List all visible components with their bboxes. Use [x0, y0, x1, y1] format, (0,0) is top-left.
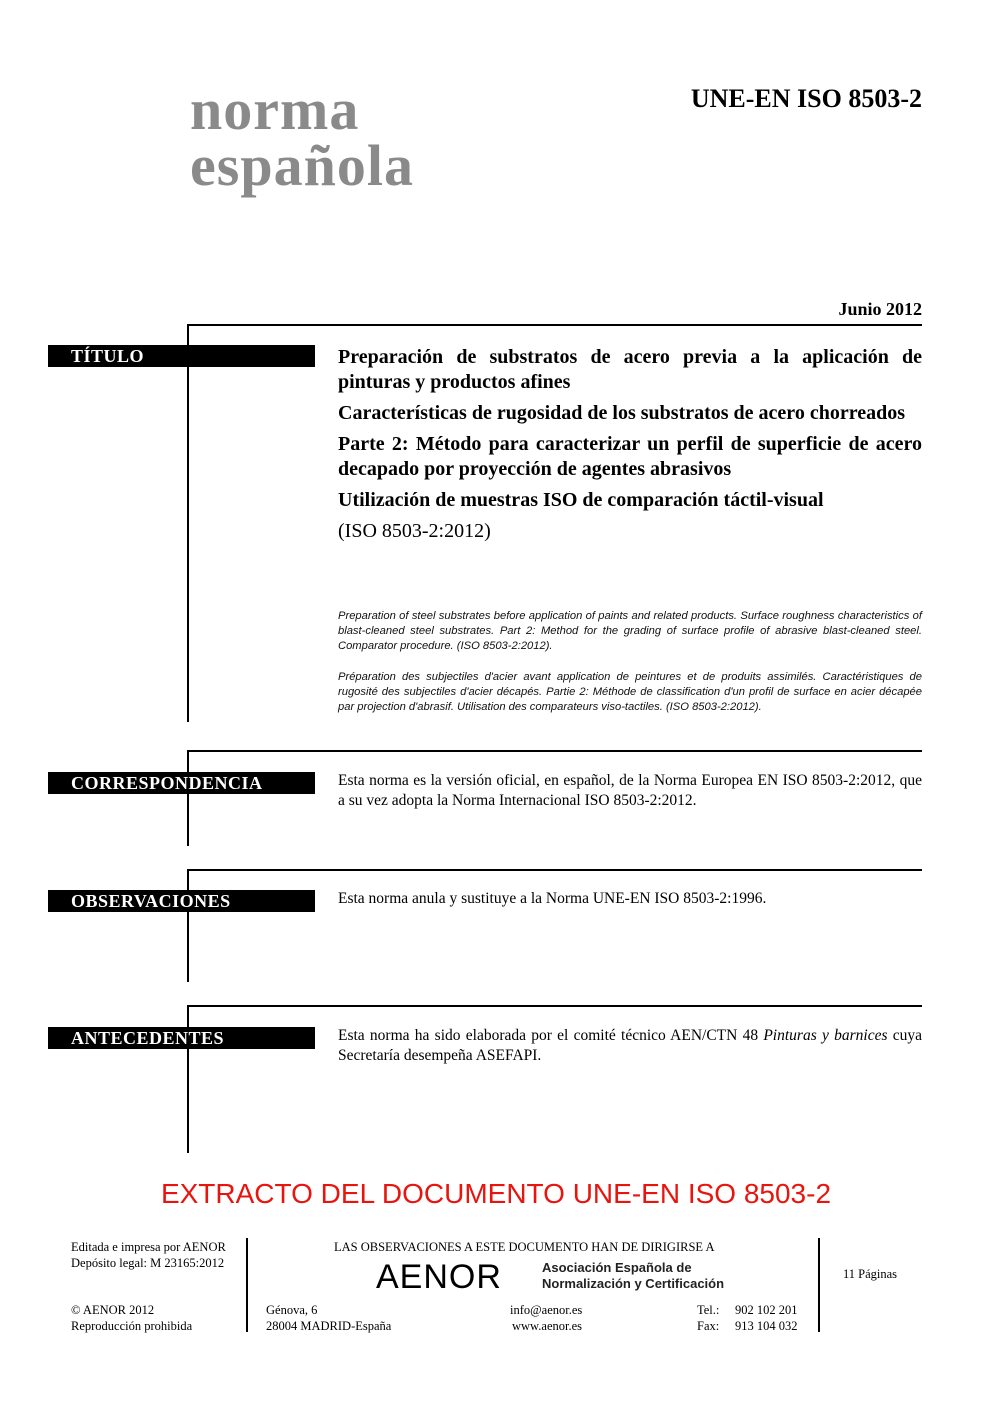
title-iso-ref: (ISO 8503-2:2012)	[338, 520, 491, 542]
aenor-association	[542, 1260, 724, 1292]
section-divider-correspondencia	[188, 750, 922, 752]
extract-banner: EXTRACTO DEL DOCUMENTO UNE-EN ISO 8503-2	[160, 1178, 832, 1209]
antecedentes-text-end: cuya Secretaría desempeña ASEFAPI.	[338, 1027, 922, 1064]
footer-tel: 902 102 201	[735, 1303, 798, 1317]
english-title: Preparation of steel substrates before application of paints and related products. Surface roughness characteristics of blast-cleaned steel substrates. Part 2: Method for the grading of surface profile of abrasive blast-cleaned steel. Comparator procedure. (ISO 8503-2:2012).	[338, 610, 922, 652]
brand-line-1: norma	[190, 77, 360, 142]
footer-copyright: © AENOR 2012	[71, 1303, 155, 1317]
footer-address-1: Génova, 6	[266, 1303, 318, 1317]
footer-fax: 913 104 032	[735, 1319, 798, 1333]
footer-observaciones-header: LAS OBSERVACIONES A ESTE DOCUMENTO HAN DE DIRIGIRSE A	[334, 1240, 715, 1254]
brand-line-2: española	[190, 133, 414, 198]
section-divider-antecedentes	[188, 1005, 922, 1007]
observaciones-text: Esta norma anula y sustituye a la Norma UNE-EN ISO 8503-2:1996.	[338, 890, 767, 907]
section-divider-titulo	[188, 324, 922, 326]
footer-reproduccion: Reproducción prohibida	[71, 1319, 193, 1333]
antecedentes-text	[338, 1026, 922, 1066]
standard-code: UNE-EN ISO 8503-2	[690, 84, 922, 113]
publication-date: Junio 2012	[838, 299, 922, 319]
footer-divider-right	[818, 1238, 820, 1332]
correspondencia-text: Esta norma es la versión oficial, en español, de la Norma Europea EN ISO 8503-2:2012, que a su vez adopta la Norma Internacional ISO 8503-2:2012.	[338, 772, 922, 809]
section-vline-observaciones	[187, 869, 189, 982]
assoc-line-1: Asociación Española de	[542, 1260, 692, 1275]
label-correspondencia: CORRESPONDENCIA	[48, 772, 315, 794]
section-vline-correspondencia	[187, 750, 189, 846]
footer-fax-label: Fax:	[697, 1319, 720, 1333]
antecedentes-text-start: Esta norma ha sido elaborada por el comité técnico AEN/CTN 48	[338, 1027, 764, 1044]
french-title: Préparation des subjectiles d'acier avant application de peintures et de produits assimilés. Caractéristiques de rugosité des subjectiles d'acier décapés. Partie 2: Méthode de classification d'un profil de surface en acier décapée par projection d'abrasif. Utilisation des comparateurs viso-tactiles. (ISO 8503-2:2012).	[338, 671, 922, 713]
footer-tel-label: Tel.:	[697, 1303, 720, 1317]
assoc-line-2: Normalización y Certificación	[542, 1276, 725, 1291]
footer-email[interactable]: info@aenor.es	[510, 1303, 583, 1317]
footer-web[interactable]: www.aenor.es	[512, 1319, 583, 1333]
label-antecedentes: ANTECEDENTES	[48, 1027, 315, 1049]
footer-deposito: Depósito legal: M 23165:2012	[71, 1256, 225, 1270]
section-vline-titulo	[187, 324, 189, 722]
title-line-3: Parte 2: Método para caracterizar un perfil de superficie de acero decapado por proyección de agentes abrasivos	[338, 433, 922, 480]
section-divider-observaciones	[188, 869, 922, 871]
title-line-2: Características de rugosidad de los substratos de acero chorreados	[338, 402, 905, 424]
committee-name: Pinturas y barnices	[763, 1027, 888, 1044]
title-line-4: Utilización de muestras ISO de comparación táctil-visual	[338, 489, 824, 511]
footer-edited: Editada e impresa por AENOR	[71, 1240, 226, 1254]
label-observaciones: OBSERVACIONES	[48, 890, 315, 912]
footer-divider-left	[246, 1238, 248, 1332]
footer-address-2: 28004 MADRID-España	[266, 1319, 392, 1333]
footer-pages: 11 Páginas	[843, 1267, 898, 1281]
aenor-logo: AENOR	[376, 1258, 502, 1296]
label-titulo: TÍTULO	[48, 345, 315, 367]
title-line-1: Preparación de substratos de acero previa a la aplicación de pinturas y productos afines	[338, 346, 922, 393]
brand-norma-espanola	[190, 77, 414, 198]
title-block	[338, 345, 922, 544]
